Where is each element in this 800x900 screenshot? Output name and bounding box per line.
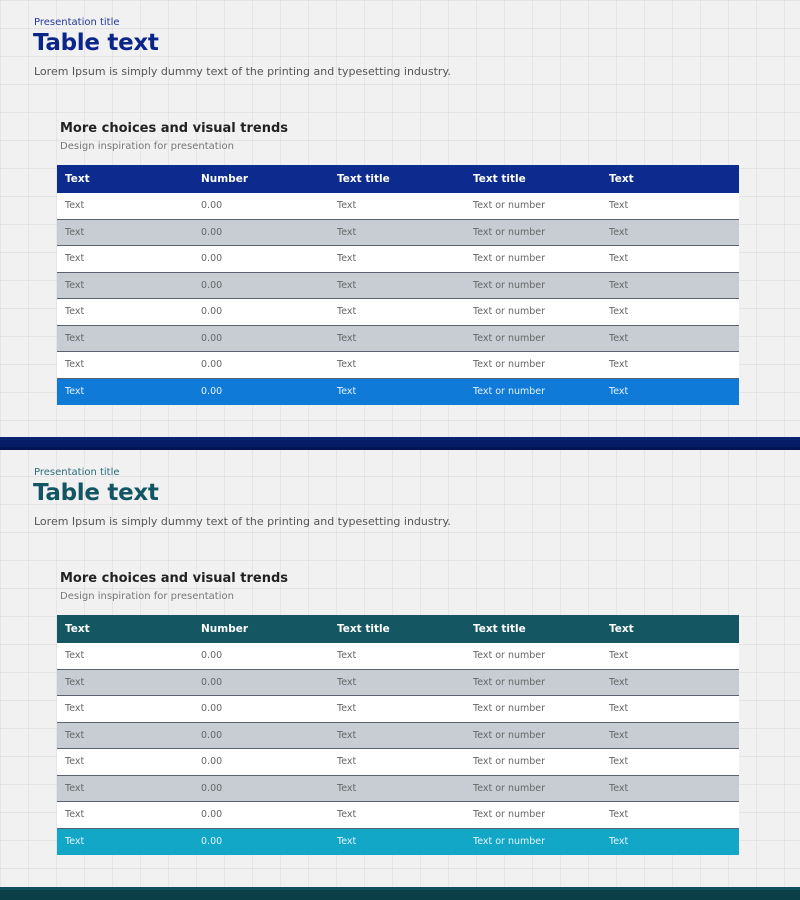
table-cell: Text [337,729,357,741]
table-cell: 0.00 [201,809,223,821]
table-cell: Text [609,756,629,768]
lead-text: Lorem Ipsum is simply dummy text of the printing and typesetting industry. [34,65,451,78]
presentation-title: Presentation title [34,17,120,28]
table-cell: Text [65,809,85,821]
table-cell: 0.00 [201,279,223,291]
table-cell: 0.00 [201,782,223,794]
table-cell: 0.00 [201,729,223,741]
table-row [57,696,739,723]
table-cell: Text [65,359,85,371]
slide-title: Table text [33,30,159,56]
table-row [57,723,739,750]
table-cell: 0.00 [201,306,223,318]
table-cell: Text [65,386,85,398]
slide-footer-bar [0,887,800,900]
table-cell: Text [65,729,85,741]
table-cell: Text [609,279,629,291]
table-cell: Text or number [473,650,546,662]
table-cell: Text [337,253,357,265]
table-cell: Text [609,650,629,662]
slide-title: Table text [33,480,159,506]
table-cell: Text [337,756,357,768]
table-cell: Text [609,253,629,265]
table-cell: Text [609,332,629,344]
presentation-title: Presentation title [34,467,120,478]
table-row [57,246,739,273]
table-cell: Text [65,703,85,715]
table-cell: Text [337,809,357,821]
table-header-cell: Text title [473,173,526,185]
table-cell: 0.00 [201,332,223,344]
table-cell: Text [337,676,357,688]
table-cell: Text or number [473,386,546,398]
table-cell: Text [65,836,85,848]
table-cell: Text [337,386,357,398]
table-header-cell: Text title [337,173,390,185]
table-cell: Text or number [473,676,546,688]
table-cell: Text or number [473,279,546,291]
table-cell: Text [609,386,629,398]
table-cell: Text or number [473,756,546,768]
table-header-cell: Text title [337,623,390,635]
table-cell: Text [609,200,629,212]
table-header-cell: Number [201,173,249,185]
table-header-row [57,165,739,193]
table-cell: Text [337,782,357,794]
table-cell: Text [609,836,629,848]
table-cell: Text [65,756,85,768]
table-cell: Text or number [473,200,546,212]
table-cell: Text [65,226,85,238]
table-cell: Text [337,279,357,291]
table-row [57,670,739,697]
table-cell: Text [337,200,357,212]
table-cell: 0.00 [201,703,223,715]
table-header-cell: Text [609,173,634,185]
table-header-row [57,615,739,643]
table-cell: Text [609,782,629,794]
table-cell: Text [65,650,85,662]
table-row-highlighted [57,829,739,856]
table-row [57,299,739,326]
table-cell: Text [65,306,85,318]
table-cell: 0.00 [201,836,223,848]
table-cell: 0.00 [201,386,223,398]
lead-text: Lorem Ipsum is simply dummy text of the printing and typesetting industry. [34,515,451,528]
table-row [57,193,739,220]
table-cell: Text or number [473,809,546,821]
section-title: More choices and visual trends [60,121,289,136]
table-cell: Text [337,836,357,848]
table-cell: 0.00 [201,359,223,371]
table-cell: Text [609,359,629,371]
table-cell: 0.00 [201,253,223,265]
table-cell: Text [337,703,357,715]
section-subtitle: Design inspiration for presentation [60,591,234,602]
table-cell: Text [609,809,629,821]
table-cell: Text [609,729,629,741]
table-cell: Text [65,200,85,212]
table-cell: Text [609,676,629,688]
table-cell: Text [65,782,85,794]
table-cell: Text or number [473,306,546,318]
table-cell: Text or number [473,703,546,715]
table-row [57,220,739,247]
table-cell: Text or number [473,729,546,741]
table-cell: Text [337,359,357,371]
table-cell: Text or number [473,253,546,265]
table-cell: Text [65,253,85,265]
table-cell: Text or number [473,359,546,371]
slide-2 [0,450,800,887]
table-header-cell: Text [609,623,634,635]
table-cell: Text [337,332,357,344]
table-cell: Text [609,703,629,715]
slide-1 [0,0,800,437]
table-row [57,749,739,776]
table-cell: Text [337,226,357,238]
table-cell: Text [609,306,629,318]
table-cell: Text [337,306,357,318]
table-cell: Text [337,650,357,662]
table-header-cell: Number [201,623,249,635]
table-row [57,326,739,353]
data-table [57,615,739,855]
table-cell: Text [609,226,629,238]
table-header-cell: Text [65,623,90,635]
table-row [57,643,739,670]
table-cell: Text [65,332,85,344]
table-row-highlighted [57,379,739,406]
table-header-cell: Text [65,173,90,185]
table-cell: Text or number [473,332,546,344]
table-cell: Text or number [473,836,546,848]
table-cell: 0.00 [201,756,223,768]
table-row [57,802,739,829]
table-row [57,776,739,803]
section-subtitle: Design inspiration for presentation [60,141,234,152]
table-cell: 0.00 [201,650,223,662]
table-cell: 0.00 [201,676,223,688]
section-title: More choices and visual trends [60,571,289,586]
table-row [57,352,739,379]
table-cell: 0.00 [201,200,223,212]
table-header-cell: Text title [473,623,526,635]
table-row [57,273,739,300]
table-cell: Text [65,676,85,688]
data-table [57,165,739,405]
table-cell: 0.00 [201,226,223,238]
slide-divider-bar [0,437,800,450]
table-cell: Text [65,279,85,291]
table-cell: Text or number [473,782,546,794]
table-cell: Text or number [473,226,546,238]
